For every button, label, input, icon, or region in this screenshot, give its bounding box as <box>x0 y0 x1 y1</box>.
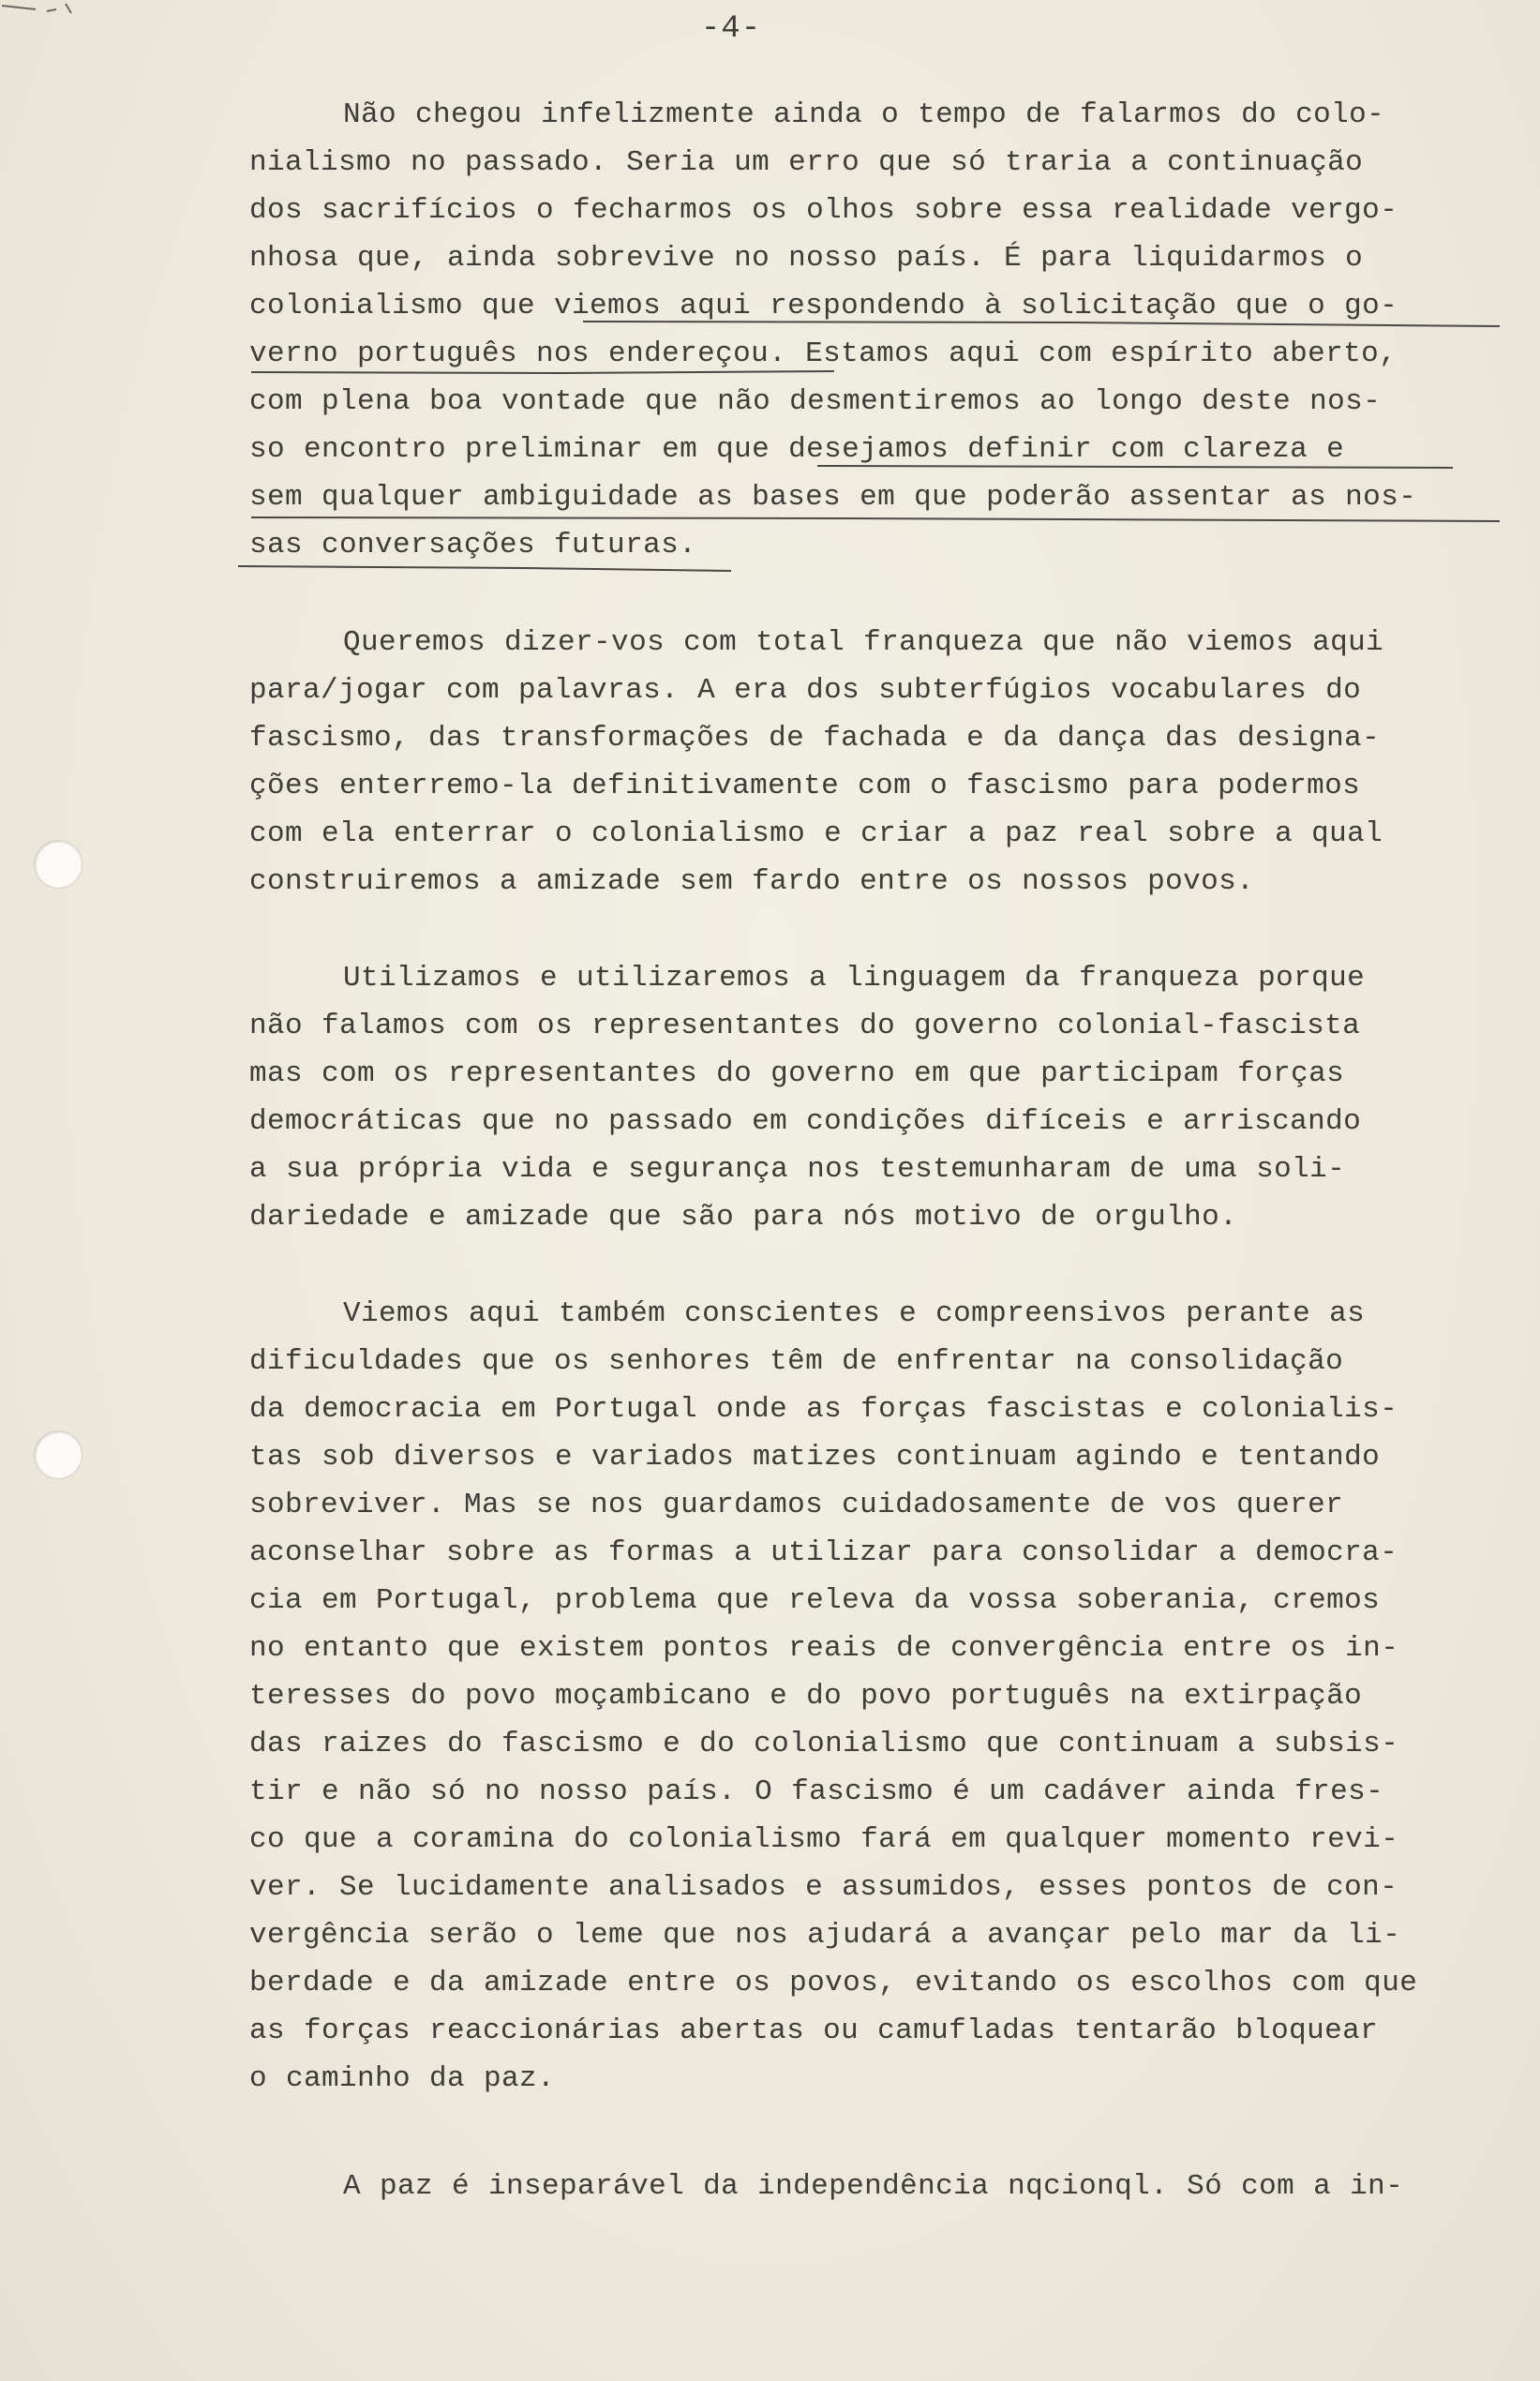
text-line: para/jogar com palavras. A era dos subterfúgios vocabulares do <box>249 674 1362 707</box>
text-line: democráticas que no passado em condições difíceis e arriscando <box>249 1105 1362 1138</box>
text-line: as forças reaccionárias abertas ou camufladas tentarão bloquear <box>249 2014 1379 2047</box>
paragraph-5 <box>249 2163 1524 2210</box>
punch-hole-top <box>34 840 82 889</box>
text-line: colonialismo que viemos aqui respondendo à solicitação que o go- <box>249 290 1398 322</box>
text-line: mas com os representantes do governo em que participam forças <box>249 1057 1345 1090</box>
text-line: sas conversações futuras. <box>249 529 697 562</box>
text-line: nhosa que, ainda sobrevive no nosso país. É para liquidarmos o <box>249 242 1364 275</box>
paragraph-2 <box>249 619 1524 906</box>
text-line: co que a coramina do colonialismo fará em qualquer momento revi- <box>249 1823 1399 1856</box>
text-line: dariedade e amizade que são para nós motivo de orgulho. <box>249 1201 1238 1234</box>
text-line: dos sacrifícios o fecharmos os olhos sobre essa realidade vergo- <box>249 194 1398 227</box>
text-line: teresses do povo moçambicano e do povo português na extirpação <box>249 1680 1363 1713</box>
text-line: aconselhar sobre as formas a utilizar para consolidar a democra- <box>249 1536 1398 1569</box>
text-line: construiremos a amizade sem fardo entre os nossos povos. <box>249 865 1255 898</box>
text-line: sobreviver. Mas se nos guardamos cuidadosamente de vos querer <box>249 1489 1344 1521</box>
text-line: vergência serão o leme que nos ajudará a avançar pelo mar da li- <box>249 1919 1401 1952</box>
text-line: no entanto que existem pontos reais de convergência entre os in- <box>249 1632 1399 1665</box>
paragraph-4 <box>249 1290 1524 2103</box>
page-number: -4- <box>700 11 762 47</box>
paragraph-1 <box>249 91 1524 569</box>
text-line: berdade e da amizade entre os povos, evitando os escolhos com que <box>249 1967 1418 1999</box>
text-line: não falamos com os representantes do governo colonial-fascista <box>249 1010 1361 1042</box>
text-line: com plena boa vontade que não desmentiremos ao longo deste nos- <box>249 385 1382 418</box>
text-line: A paz é inseparável da independência nqcionql. Só com a in- <box>249 2170 1404 2203</box>
text-line: ver. Se lucidamente analisados e assumidos, esses pontos de con- <box>249 1871 1398 1904</box>
punch-hole-bottom <box>34 1430 82 1479</box>
text-line: ções enterremo-la definitivamente com o fascismo para podermos <box>249 770 1361 802</box>
text-line: so encontro preliminar em que desejamos definir com clareza e <box>249 433 1345 466</box>
text-line: tas sob diversos e variados matizes continuam agindo e tentando <box>249 1441 1381 1474</box>
text-line: Viemos aqui também conscientes e compreensivos perante as <box>249 1297 1366 1330</box>
text-line: a sua própria vida e segurança nos testemunharam de uma soli- <box>249 1153 1346 1186</box>
text-line: verno português nos endereçou. Estamos aqui com espírito aberto, <box>249 337 1398 370</box>
text-line: tir e não só no nosso país. O fascismo é um cadáver ainda fres- <box>249 1775 1384 1808</box>
text-line: o caminho da paz. <box>249 2062 556 2095</box>
text-line: Utilizamos e utilizaremos a linguagem da franqueza porque <box>249 962 1366 995</box>
paragraph-3 <box>249 954 1524 1241</box>
text-line: nialismo no passado. Seria um erro que só traria a continuação <box>249 146 1364 179</box>
text-line: com ela enterrar o colonialismo e criar a paz real sobre a qual <box>249 817 1383 850</box>
text-line: Não chegou infelizmente ainda o tempo de falarmos do colo- <box>249 98 1385 131</box>
text-line: da democracia em Portugal onde as forças fascistas e colonialis- <box>249 1393 1398 1426</box>
text-line: fascismo, das transformações de fachada e da dança das designa- <box>249 722 1381 755</box>
text-line: dificuldades que os senhores têm de enfrentar na consolidação <box>249 1345 1344 1378</box>
text-line: cia em Portugal, problema que releva da vossa soberania, cremos <box>249 1584 1381 1617</box>
text-line: das raizes do fascismo e do colonialismo que continuam a subsis- <box>249 1728 1399 1760</box>
text-line: sem qualquer ambiguidade as bases em que poderão assentar as nos- <box>249 481 1417 514</box>
text-line: Queremos dizer-vos com total franqueza que não viemos aqui <box>249 626 1384 659</box>
